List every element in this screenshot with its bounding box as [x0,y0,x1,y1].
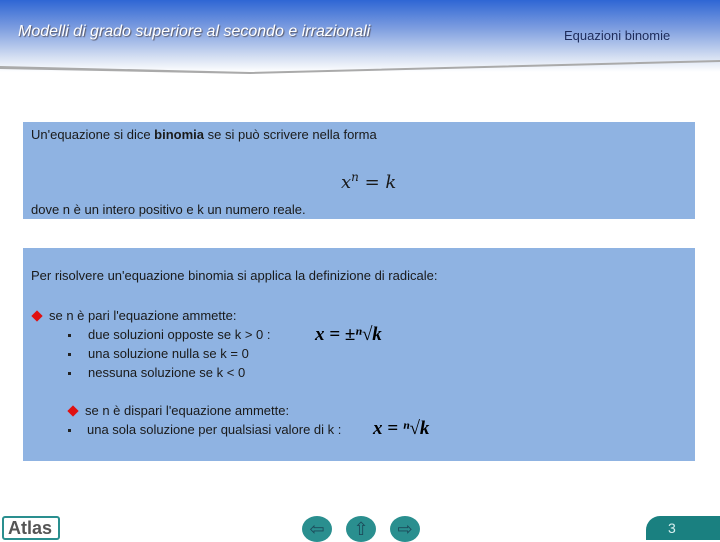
diamond-bullet-icon [31,310,42,321]
odd-item: una sola soluzione per qualsiasi valore di k : [87,422,342,437]
square-bullet-icon [68,429,71,432]
even-case: se n è pari l'equazione ammette: [33,308,236,323]
odd-case: se n è dispari l'equazione ammette: [69,403,289,418]
presentation-title: Modelli di grado superiore al secondo e irrazionali [18,23,371,40]
definition-intro: Un'equazione si dice binomia se si può scrivere nella forma [31,127,377,142]
square-bullet-icon [68,334,71,337]
next-button[interactable] [390,516,420,542]
page-number: 3 [646,516,720,540]
definition-box [23,122,695,219]
method-box [23,248,695,461]
even-item: nessuna soluzione se k < 0 [88,365,246,380]
even-item: due soluzioni opposte se k > 0 : [88,327,271,342]
even-formula: x = ±ⁿ√k [315,324,382,345]
method-intro: Per risolvere un'equazione binomia si applica la definizione di radicale: [31,268,438,283]
previous-button[interactable] [302,516,332,542]
square-bullet-icon [68,372,71,375]
arrow-left-icon: ⇦ [309,518,325,539]
home-button[interactable] [346,516,376,542]
header-divider [0,58,720,78]
section-title: Equazioni binomie [564,28,671,43]
square-bullet-icon [68,353,71,356]
arrow-right-icon: ⇨ [397,518,413,539]
definition-outro: dove n è un intero positivo e k un numero reale. [31,202,306,217]
binomial-formula: $x^n = k$ [341,170,397,193]
atlas-logo: Atlas [2,516,60,540]
odd-formula: x = ⁿ√k [373,418,430,439]
even-item: una soluzione nulla se k = 0 [88,346,249,361]
arrow-up-icon: ⇧ [353,518,369,539]
diamond-bullet-icon [67,405,78,416]
